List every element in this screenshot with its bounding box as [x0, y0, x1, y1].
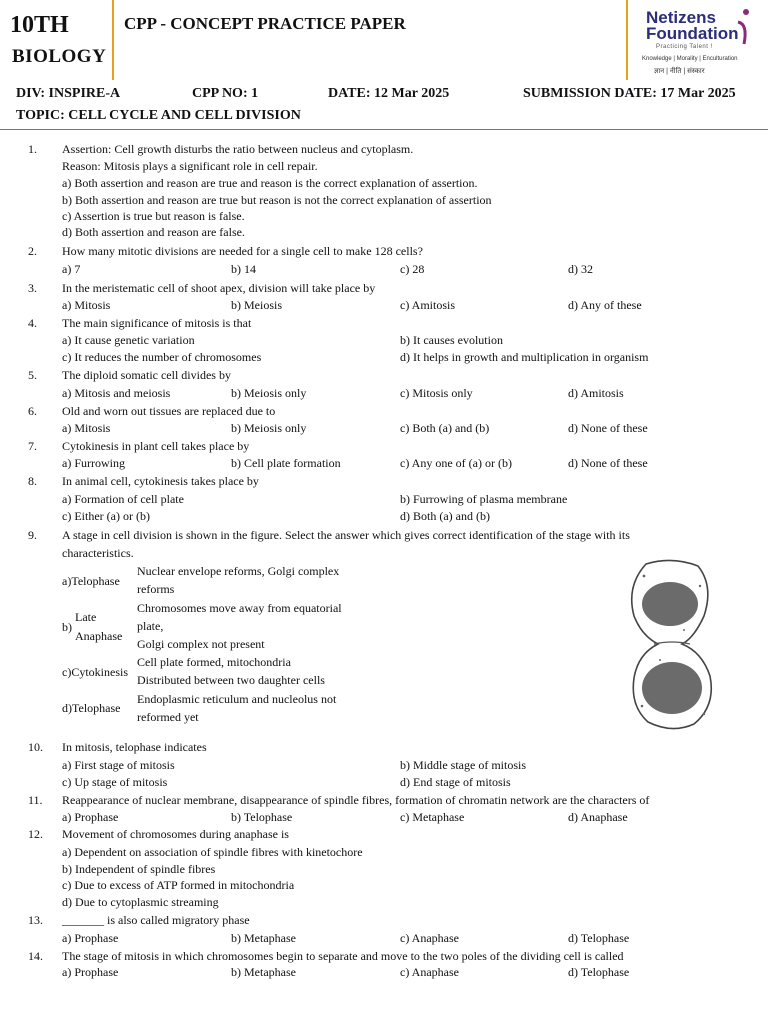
option-a: a) Prophase	[62, 965, 119, 979]
option-a: a) Both assertion and reason are true and reason is the correct explanation of assertion.	[62, 176, 478, 190]
question-number: 2.	[28, 244, 37, 258]
option-a: a) Prophase	[62, 931, 119, 945]
option-b: b) Both assertion and reason are true but reason is not the correct explanation of assertion	[62, 193, 492, 207]
option-d: d) Any of these	[568, 298, 642, 312]
option-c: c) Amitosis	[400, 298, 456, 312]
question-number: 11.	[28, 793, 43, 807]
option-d: d) It helps in growth and multiplication in organism	[400, 350, 649, 364]
option-a: a) It cause genetic variation	[62, 333, 195, 347]
question-number: 1.	[28, 142, 37, 156]
paper-date: DATE: 12 Mar 2025	[328, 86, 450, 101]
option-c-label: c)Cytokinesis	[62, 665, 128, 679]
option-a-desc: Nuclear envelope reforms, Golgi complex	[137, 564, 340, 578]
option-b: b) Meiosis	[231, 298, 282, 312]
logo-mark-icon	[734, 8, 752, 46]
question-text: In the meristematic cell of shoot apex, division will take place by	[62, 281, 376, 295]
option-a: a) Mitosis	[62, 421, 111, 435]
question-number: 14.	[28, 949, 43, 963]
question-text: _______ is also called migratory phase	[62, 913, 250, 927]
option-b: b) Metaphase	[231, 965, 296, 979]
option-c: c) Assertion is true but reason is false.	[62, 209, 245, 223]
option-b: b) Meiosis only	[231, 386, 307, 400]
question-number: 3.	[28, 281, 37, 295]
option-b: b) Cell plate formation	[231, 456, 341, 470]
logo-values-hindi: ज्ञान | नीति | संस्कार	[654, 68, 705, 75]
option-a: a) First stage of mitosis	[62, 758, 175, 772]
option-d: d) Amitosis	[568, 386, 624, 400]
netizens-logo	[640, 4, 760, 78]
question-text: Cytokinesis in plant cell takes place by	[62, 439, 250, 453]
option-c: c) Anaphase	[400, 931, 459, 945]
option-d-label: d)Telophase	[62, 701, 121, 715]
question-text: A stage in cell division is shown in the figure. Select the answer which gives correct identification of the stage with its	[62, 528, 630, 542]
option-d: d) Telophase	[568, 931, 630, 945]
option-b-desc: plate,	[137, 619, 164, 633]
question-text: The main significance of mitosis is that	[62, 316, 252, 330]
option-d: d) Telophase	[568, 965, 630, 979]
logo-tagline: Practicing Talent !	[656, 44, 713, 50]
division-label: DIV: INSPIRE-A	[16, 86, 121, 101]
option-b: b) It causes evolution	[400, 333, 503, 347]
option-a-desc: reforms	[137, 582, 175, 596]
question-number: 5.	[28, 368, 37, 382]
option-d-desc: Endoplasmic reticulum and nucleolus not	[137, 692, 337, 706]
question-text: Movement of chromosomes during anaphase is	[62, 827, 289, 841]
option-c: c) Mitosis only	[400, 386, 473, 400]
question-text: The stage of mitosis in which chromosomes begin to separate and move to the two poles of the dividing cell is called	[62, 949, 624, 963]
question-number: 4.	[28, 316, 37, 330]
logo-name-line2: Foundation	[646, 24, 739, 43]
question-text: Old and worn out tissues are replaced due to	[62, 404, 276, 418]
option-b-label: b)	[62, 620, 72, 634]
option-a: a) Furrowing	[62, 456, 125, 470]
option-b: b) Middle stage of mitosis	[400, 758, 526, 772]
question-text: Reason: Mitosis plays a significant role in cell repair.	[62, 159, 318, 173]
question-number: 6.	[28, 404, 37, 418]
option-a: a) 7	[62, 262, 81, 276]
question-number: 9.	[28, 528, 37, 542]
option-a: a) Prophase	[62, 810, 119, 824]
option-d: d) 32	[568, 262, 593, 276]
option-b: b) Meiosis only	[231, 421, 307, 435]
submission-date: SUBMISSION DATE: 17 Mar 2025	[523, 86, 736, 101]
option-d: d) None of these	[568, 421, 648, 435]
option-c: c) It reduces the number of chromosomes	[62, 350, 262, 364]
option-c: c) Anaphase	[400, 965, 459, 979]
option-b-label: Late	[75, 610, 97, 624]
option-a-label: a)Telophase	[62, 574, 120, 588]
option-a: a) Mitosis	[62, 298, 111, 312]
option-d: d) None of these	[568, 456, 648, 470]
question-text: How many mitotic divisions are needed for a single cell to make 128 cells?	[62, 244, 423, 258]
subject-label: BIOLOGY	[12, 46, 107, 67]
option-d: d) Both (a) and (b)	[400, 509, 490, 523]
logo-name-line1: Netizens	[646, 8, 716, 27]
cell-division-figure	[624, 556, 720, 734]
cpp-number: CPP NO: 1	[192, 86, 259, 101]
logo-name	[646, 10, 739, 42]
option-d: d) End stage of mitosis	[400, 775, 511, 789]
header-divider-right	[626, 0, 628, 80]
option-c-desc: Cell plate formed, mitochondria	[137, 655, 291, 669]
question-text: characteristics.	[62, 546, 134, 560]
option-c: c) Up stage of mitosis	[62, 775, 168, 789]
option-c: c) Both (a) and (b)	[400, 421, 490, 435]
option-b: b) Furrowing of plasma membrane	[400, 492, 568, 506]
option-d-desc: reformed yet	[137, 710, 199, 724]
question-number: 13.	[28, 913, 43, 927]
option-d: d) Anaphase	[568, 810, 628, 824]
header-divider-left	[112, 0, 114, 80]
header-rule	[0, 129, 768, 130]
option-d: d) Both assertion and reason are false.	[62, 225, 245, 239]
option-c: c) 28	[400, 262, 425, 276]
question-text: In mitosis, telophase indicates	[62, 740, 207, 754]
question-number: 12.	[28, 827, 43, 841]
paper-title: CPP - CONCEPT PRACTICE PAPER	[124, 14, 406, 33]
option-d: d) Due to cytoplasmic streaming	[62, 895, 219, 909]
question-text: Assertion: Cell growth disturbs the ratio between nucleus and cytoplasm.	[62, 142, 414, 156]
option-c-desc: Distributed between two daughter cells	[137, 673, 325, 687]
question-number: 8.	[28, 474, 37, 488]
option-a: a) Formation of cell plate	[62, 492, 184, 506]
question-number: 7.	[28, 439, 37, 453]
logo-values: Knowledge | Morality | Enculturation	[642, 56, 738, 62]
question-number: 10.	[28, 740, 43, 754]
option-c: c) Any one of (a) or (b)	[400, 456, 512, 470]
option-c: c) Metaphase	[400, 810, 465, 824]
option-b: b) 14	[231, 262, 256, 276]
class-label: 10TH	[10, 12, 69, 38]
topic-title: TOPIC: CELL CYCLE AND CELL DIVISION	[16, 108, 301, 123]
option-b: b) Independent of spindle fibres	[62, 862, 216, 876]
option-a: a) Dependent on association of spindle fibres with kinetochore	[62, 845, 363, 859]
option-c: c) Due to excess of ATP formed in mitochondria	[62, 878, 295, 892]
question-text: In animal cell, cytokinesis takes place by	[62, 474, 259, 488]
option-c: c) Either (a) or (b)	[62, 509, 150, 523]
option-a: a) Mitosis and meiosis	[62, 386, 171, 400]
option-b: b) Telophase	[231, 810, 293, 824]
question-text: Reappearance of nuclear membrane, disappearance of spindle fibres, formation of chromatin network are the characters of	[62, 793, 650, 807]
option-b: b) Metaphase	[231, 931, 296, 945]
option-b-desc: Chromosomes move away from equatorial	[137, 601, 342, 615]
option-b-label: Anaphase	[75, 629, 123, 643]
question-text: The diploid somatic cell divides by	[62, 368, 231, 382]
option-b-desc: Golgi complex not present	[137, 637, 265, 651]
